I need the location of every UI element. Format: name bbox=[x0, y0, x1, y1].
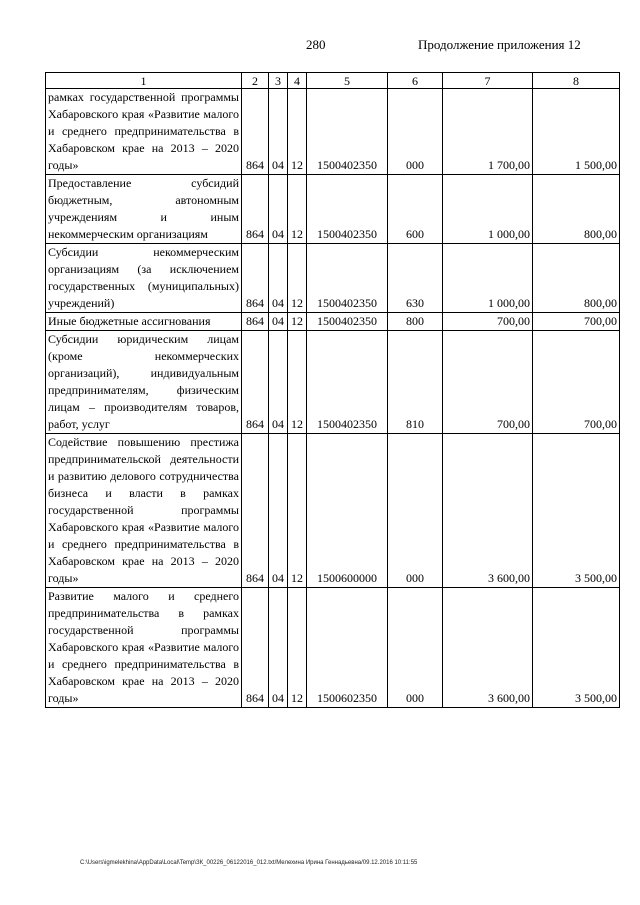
cell-section: 04 bbox=[269, 244, 288, 313]
row-name: Содействие повышению престижа предпринимательской деятельности и развитию делового сотрудничества бизнеса и власти в рамках государственной программы Хабаровского края «Развитие малого и среднего предпринимательства в Хабаровском крае на 2013 – 2020 годы» bbox=[46, 434, 242, 588]
cell-subsection: 12 bbox=[288, 175, 307, 244]
row-name: рамках государственной программы Хабаровского края «Развитие малого и среднего предпринимательства в Хабаровском крае на 2013 – 2020 годы» bbox=[46, 89, 242, 175]
row-name: Развитие малого и среднего предпринимательства в рамках государственной программы Хабаровского края «Развитие малого и среднего предпринимательства в Хабаровском крае на 2013 – 2020 годы» bbox=[46, 588, 242, 708]
cell-section: 04 bbox=[269, 434, 288, 588]
cell-subsection: 12 bbox=[288, 434, 307, 588]
cell-amount-1: 700,00 bbox=[443, 331, 533, 434]
cell-target-item: 1500402350 bbox=[307, 313, 388, 331]
cell-amount-2: 700,00 bbox=[533, 331, 620, 434]
cell-amount-1: 3 600,00 bbox=[443, 588, 533, 708]
table-row bbox=[46, 244, 620, 313]
cell-amount-1: 1 700,00 bbox=[443, 89, 533, 175]
row-name: Предоставление субсидий бюджетным, автономным учреждениям и иным некоммерческим организациям bbox=[46, 175, 242, 244]
cell-expense-type: 630 bbox=[388, 244, 443, 313]
cell-section: 04 bbox=[269, 89, 288, 175]
table-row bbox=[46, 313, 620, 331]
cell-subsection: 12 bbox=[288, 331, 307, 434]
table-row bbox=[46, 175, 620, 244]
column-header: 3 bbox=[269, 73, 288, 89]
row-name: Субсидии юридическим лицам (кроме некоммерческих организаций), индивидуальным предпринимателям, физическим лицам – производителям товаров, работ, услуг bbox=[46, 331, 242, 434]
cell-target-item: 1500402350 bbox=[307, 331, 388, 434]
column-header: 1 bbox=[46, 73, 242, 89]
row-name: Иные бюджетные ассигнования bbox=[46, 313, 242, 331]
cell-code: 864 bbox=[242, 89, 269, 175]
table-row bbox=[46, 89, 620, 175]
cell-expense-type: 000 bbox=[388, 434, 443, 588]
cell-code: 864 bbox=[242, 434, 269, 588]
column-header: 6 bbox=[388, 73, 443, 89]
cell-amount-1: 3 600,00 bbox=[443, 434, 533, 588]
cell-expense-type: 810 bbox=[388, 331, 443, 434]
cell-amount-1: 1 000,00 bbox=[443, 175, 533, 244]
cell-amount-2: 800,00 bbox=[533, 175, 620, 244]
cell-amount-1: 1 000,00 bbox=[443, 244, 533, 313]
table-header-row bbox=[46, 73, 620, 89]
continuation-caption: Продолжение приложения 12 bbox=[418, 37, 581, 52]
cell-subsection: 12 bbox=[288, 89, 307, 175]
cell-amount-2: 700,00 bbox=[533, 313, 620, 331]
column-header: 8 bbox=[533, 73, 620, 89]
cell-subsection: 12 bbox=[288, 313, 307, 331]
cell-amount-2: 3 500,00 bbox=[533, 434, 620, 588]
cell-subsection: 12 bbox=[288, 244, 307, 313]
file-path-footer: C:\Users\igmelekhina\AppData\Local\Temp\ЗК_00226_06122016_012.txt/Мелехина Ирина Геннадьевна/09.12.2016 10:11:55 bbox=[80, 860, 418, 866]
cell-amount-2: 800,00 bbox=[533, 244, 620, 313]
cell-code: 864 bbox=[242, 244, 269, 313]
table-row bbox=[46, 588, 620, 708]
cell-section: 04 bbox=[269, 175, 288, 244]
table-row bbox=[46, 434, 620, 588]
cell-amount-2: 1 500,00 bbox=[533, 89, 620, 175]
cell-code: 864 bbox=[242, 175, 269, 244]
cell-expense-type: 600 bbox=[388, 175, 443, 244]
cell-expense-type: 800 bbox=[388, 313, 443, 331]
column-header: 5 bbox=[307, 73, 388, 89]
column-header: 4 bbox=[288, 73, 307, 89]
cell-code: 864 bbox=[242, 588, 269, 708]
cell-section: 04 bbox=[269, 588, 288, 708]
column-header: 2 bbox=[242, 73, 269, 89]
column-header: 7 bbox=[443, 73, 533, 89]
cell-amount-1: 700,00 bbox=[443, 313, 533, 331]
cell-code: 864 bbox=[242, 313, 269, 331]
budget-table bbox=[45, 72, 620, 708]
row-name: Субсидии некоммерческим организациям (за исключением государственных (муниципальных) учреждений) bbox=[46, 244, 242, 313]
cell-target-item: 1500600000 bbox=[307, 434, 388, 588]
page-number: 280 bbox=[306, 37, 326, 52]
cell-section: 04 bbox=[269, 331, 288, 434]
cell-target-item: 1500402350 bbox=[307, 89, 388, 175]
table-row bbox=[46, 331, 620, 434]
cell-expense-type: 000 bbox=[388, 89, 443, 175]
cell-code: 864 bbox=[242, 331, 269, 434]
cell-subsection: 12 bbox=[288, 588, 307, 708]
cell-target-item: 1500402350 bbox=[307, 175, 388, 244]
cell-amount-2: 3 500,00 bbox=[533, 588, 620, 708]
cell-expense-type: 000 bbox=[388, 588, 443, 708]
cell-section: 04 bbox=[269, 313, 288, 331]
cell-target-item: 1500602350 bbox=[307, 588, 388, 708]
cell-target-item: 1500402350 bbox=[307, 244, 388, 313]
